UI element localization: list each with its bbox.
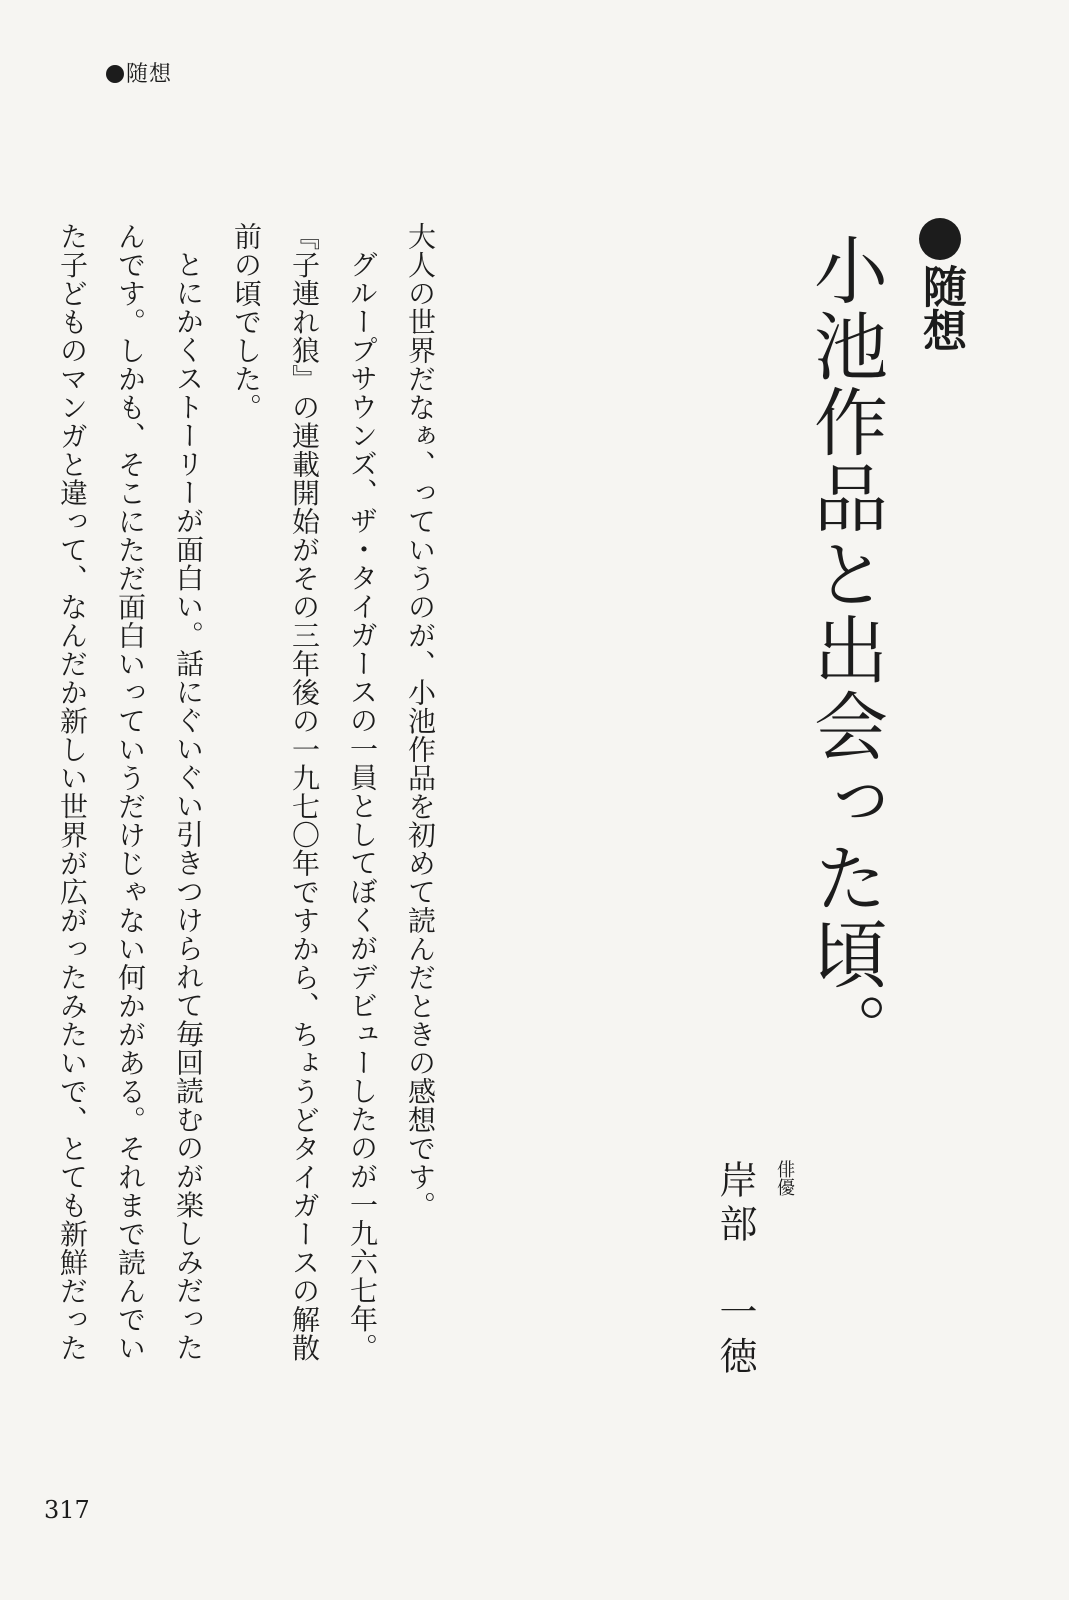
author-role: 俳優 [774,1160,795,1196]
body-paragraph: とにかくストーリーが面白い。話にぐいぐい引きつけられて毎回読むのが楽しみだったんです。しかも、そこにただ面白いっていうだけじゃない何かがある。それまで読んでいた子どものマンガと違って、なんだか新しい世界が広がったみたいで、とても新鮮だった [56,222,205,1362]
essay-title: 小池作品と出会った頃。 [802,232,888,1068]
page-number: 317 [44,1496,90,1524]
category-bullet-icon [919,218,961,260]
body-paragraph: 大人の世界だなぁ、っていうのが、小池作品を初めて読んだときの感想です。 [404,222,437,1220]
running-head-label: 随想 [126,62,173,87]
running-head [106,64,172,86]
bullet-dot-icon [106,65,124,83]
essay-body [56,222,449,1382]
essay-category-label: 随想 [915,264,966,352]
essay-category [915,218,966,352]
author-name: 岸部 一徳 [713,1160,757,1380]
body-paragraph: グループサウンズ、ザ・タイガースの一員としてぼくがデビューしたのが一九六七年。『子連れ狼』の連載開始がその三年後の一九七〇年ですから、ちょうどタイガースの解散前の頃でした。 [230,222,379,1362]
